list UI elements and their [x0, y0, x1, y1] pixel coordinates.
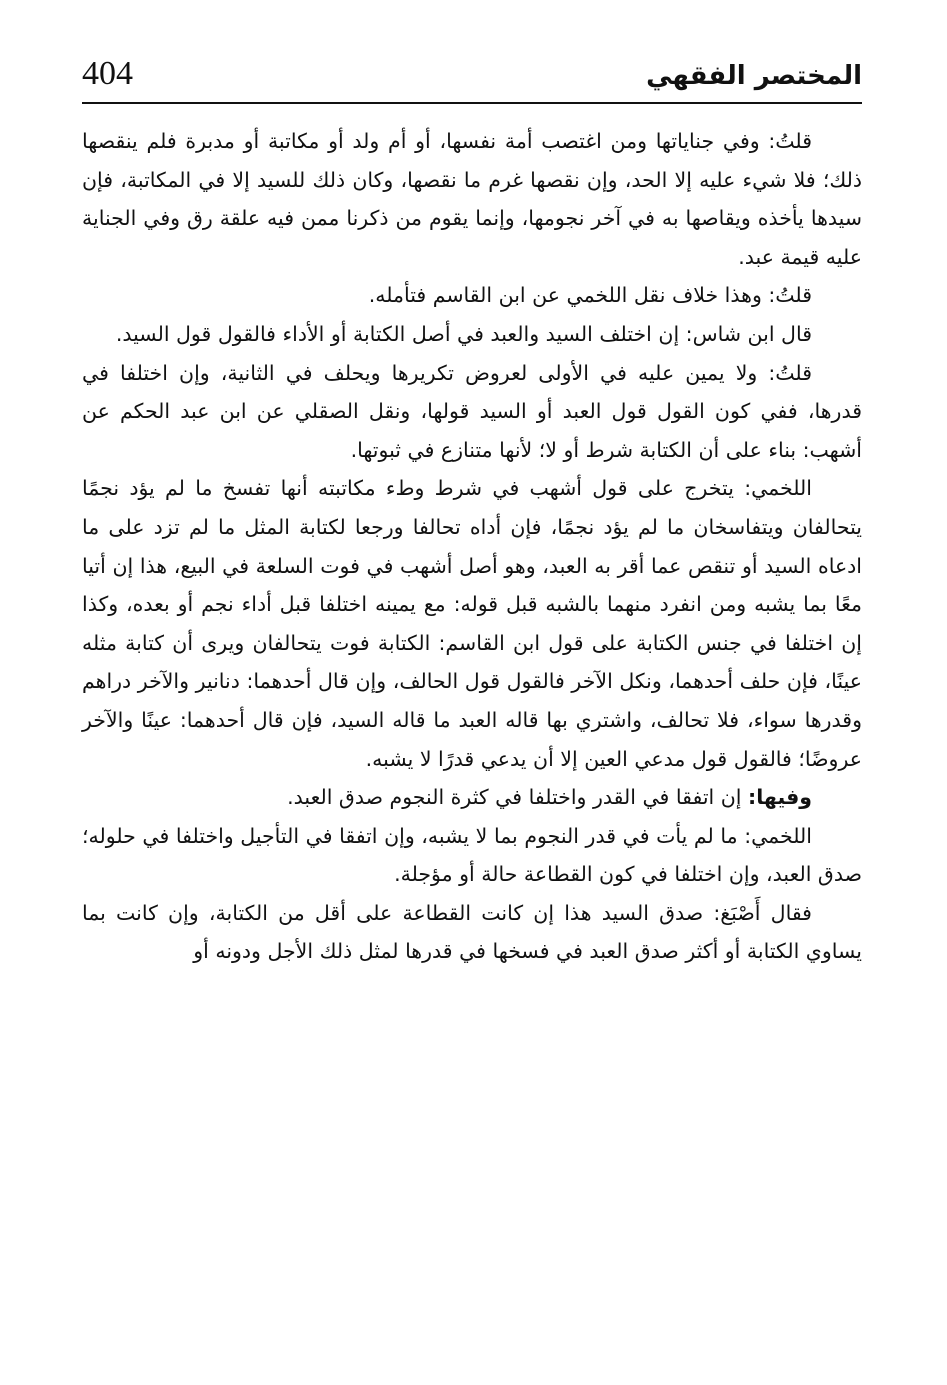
paragraph	[82, 894, 862, 971]
paragraph-text: قال ابن شاس: إن اختلف السيد والعبد في أصل الكتابة أو الأداء فالقول قول السيد.	[115, 321, 812, 346]
paragraph-text: قلتُ: وفي جناياتها ومن اغتصب أمة نفسها، أو أم ولد أو مكاتبة أو مدبرة فلم ينقصها ذلك؛ فلا شيء عليه إلا الحد، وإن نقصها غرم ما نقصها، وكان ذلك للسيد إلا في المكاتبة، فإن سيدها يأخذه ويقاصها به في آخر نجومها، وإنما يقوم من ذكرنا ممن فيه علقة رق وفي الجناية عليه قيمة عبد.	[82, 129, 862, 269]
paragraph-lead: وفيها:	[748, 785, 812, 810]
paragraph-text: إن اتفقا في القدر واختلفا في كثرة النجوم صدق العبد.	[287, 785, 749, 810]
paragraph-text: فقال أَصْبَغ: صدق السيد هذا إن كانت القطاعة على أقل من الكتابة، وإن كانت بما يساوي الكتابة أو أكثر صدق العبد في فسخها في قدرها لمثل ذلك الأجل ودونه أو	[82, 900, 862, 964]
paragraph	[82, 778, 862, 817]
paragraph	[82, 469, 862, 778]
paragraph-text: قلتُ: وهذا خلاف نقل اللخمي عن ابن القاسم فتأمله.	[368, 283, 812, 308]
paragraph-text: قلتُ: ولا يمين عليه في الأولى لعروض تكريرها ويحلف في الثانية، وإن اختلفا في قدرها، ففي كون القول قول العبد أو السيد قولها، ونقل الصقلي عن ابن عبد الحكم عن أشهب: بناء على أن الكتابة شرط أو لا؛ لأنها متنازع في ثبوتها.	[82, 360, 862, 462]
body-text	[82, 122, 862, 971]
paragraph-text: اللخمي: ما لم يأت في قدر النجوم بما لا يشبه، وإن اتفقا في التأجيل واختلفا في حلوله؛ صدق العبد، وإن اختلفا في كون القطاعة حالة أو مؤجلة.	[82, 823, 862, 887]
running-title: المختصر الفقهي	[646, 61, 862, 91]
paragraph-text: اللخمي: يتخرج على قول أشهب في شرط وطء مكاتبته أنها تفسخ ما لم يؤد نجمًا يتحالفان ويتفاسخان ما لم يؤد نجمًا، فإن أداه تحالفا ورجعا لكتابة المثل ما لم تزد على ما ادعاه السيد أو تنقص عما أقر به العبد، وهو أصل أشهب في فوت السلعة في البيع، هذا إن أتيا معًا بما يشبه ومن انفرد منهما بالشبه قبل قوله: مع يمينه اختلفا قبل أداء نجم أو بعده، وكذا إن اختلفا في جنس الكتابة على قول ابن القاسم: الكتابة فوت يتحالفان ويرى أن كتابة مثله عينًا، فإن حلف أحدهما، ونكل الآخر فالقول قول الحالف، وإن قال أحدهما: دنانير والآخر دراهم وقدرها سواء، فلا تحالف، واشتري بها قاله العبد ما قاله السيد، فإن قال أحدهما: عينًا والآخر عروضًا؛ فالقول قول مدعي العين إلا أن يدعي قدرًا لا يشبه.	[82, 476, 862, 771]
paragraph	[82, 817, 862, 894]
header-rule	[82, 102, 862, 104]
paragraph	[82, 122, 862, 276]
paragraph	[82, 354, 862, 470]
paragraph	[82, 315, 862, 354]
paragraph	[82, 276, 862, 315]
page-number: 404	[82, 55, 133, 92]
page-header	[82, 52, 862, 104]
